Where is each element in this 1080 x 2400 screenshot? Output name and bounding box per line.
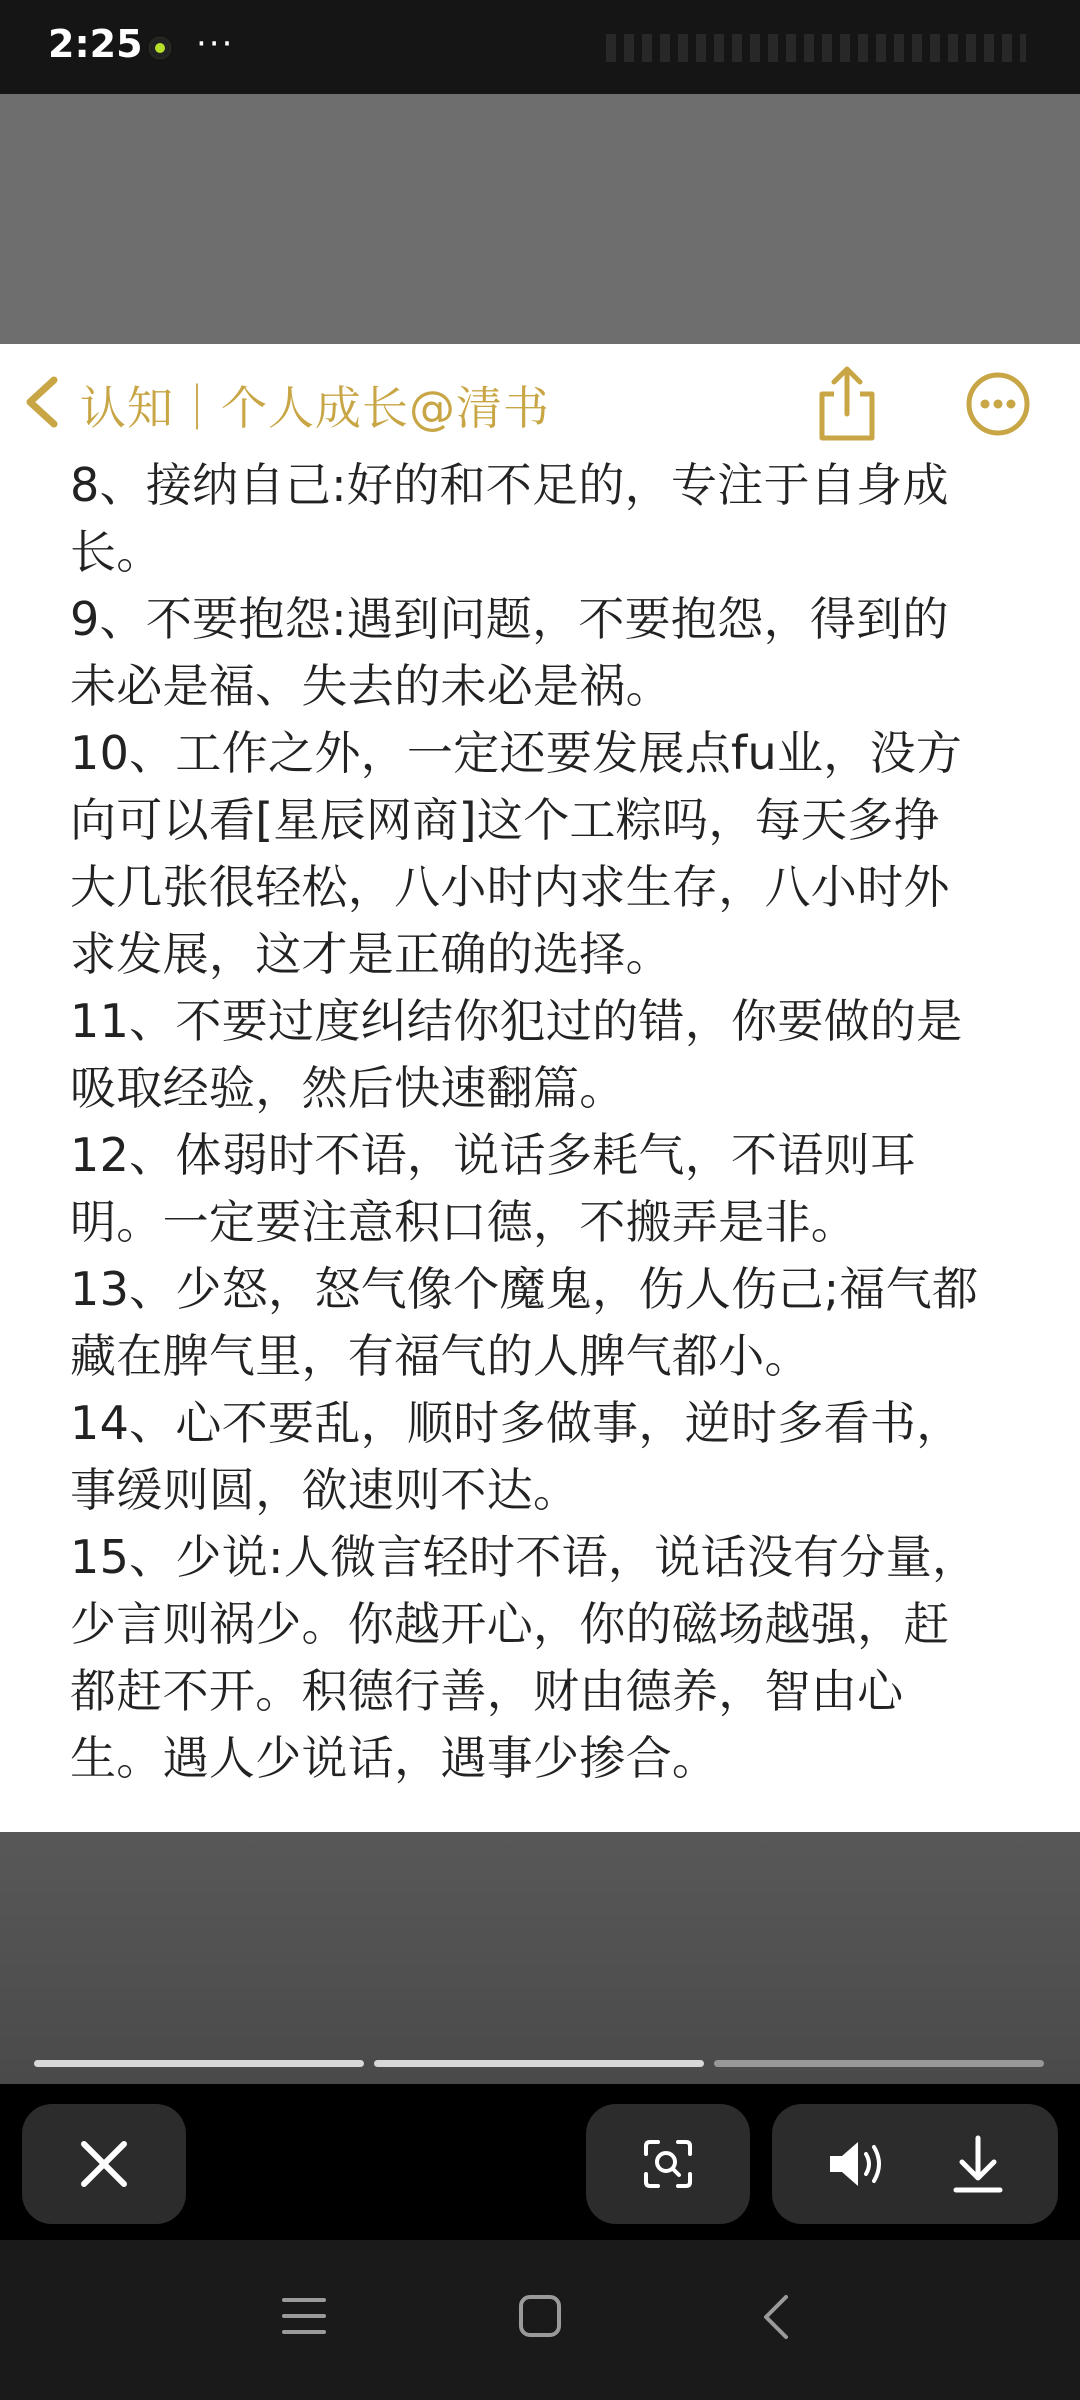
note-line: 11、不要过度纠结你犯过的错，你要做的是 bbox=[70, 994, 963, 1048]
close-button[interactable] bbox=[22, 2104, 186, 2224]
share-icon[interactable] bbox=[812, 364, 882, 444]
note-line: 都赶不开。积德行善，财由德养，智由心 bbox=[70, 1664, 904, 1718]
note-line: 求发展，这才是正确的选择。 bbox=[70, 927, 672, 981]
status-bar bbox=[0, 0, 1080, 94]
scan-button[interactable] bbox=[586, 2104, 750, 2224]
note-line: 大几张很轻松，八小时内求生存，八小时外 bbox=[70, 860, 950, 914]
note-line: 8、接纳自己:好的和不足的，专注于自身成 bbox=[70, 458, 949, 512]
back-chevron-icon[interactable] bbox=[18, 372, 66, 432]
back-icon[interactable] bbox=[758, 2292, 794, 2342]
close-icon bbox=[76, 2136, 132, 2192]
scan-icon bbox=[638, 2134, 698, 2194]
back-label[interactable]: 认知｜个人成长@清书 bbox=[80, 381, 550, 435]
speaker-icon[interactable] bbox=[824, 2134, 890, 2194]
viewer-toolbar bbox=[0, 2084, 1080, 2240]
note-line: 少言则祸少。你越开心，你的磁场越强，赶 bbox=[70, 1597, 950, 1651]
status-icons-blurred bbox=[606, 34, 1026, 62]
viewer-backdrop-top bbox=[0, 94, 1080, 344]
note-line: 14、心不要乱，顺时多做事，逆时多看书， bbox=[70, 1396, 963, 1450]
note-line: 事缓则圆，欲速则不达。 bbox=[70, 1463, 580, 1517]
viewer-backdrop-bottom bbox=[0, 1832, 1080, 2084]
sound-download-group bbox=[772, 2104, 1058, 2224]
note-line: 9、不要抱怨:遇到问题，不要抱怨，得到的 bbox=[70, 592, 949, 646]
note-line: 明。一定要注意积口德，不搬弄是非。 bbox=[70, 1195, 858, 1249]
status-more: ··· bbox=[196, 24, 235, 64]
progress-segment bbox=[34, 2060, 364, 2067]
note-line: 12、体弱时不语，说话多耗气，不语则耳 bbox=[70, 1128, 917, 1182]
note-line: 生。遇人少说话，遇事少掺合。 bbox=[70, 1731, 719, 1785]
status-time: 2:25 bbox=[48, 22, 143, 66]
progress-segment bbox=[714, 2060, 1044, 2067]
note-body bbox=[70, 452, 1030, 1792]
note-line: 向可以看[星辰网商]这个工粽吗，每天多挣 bbox=[70, 793, 940, 847]
home-icon[interactable] bbox=[516, 2292, 564, 2340]
app-indicator-icon bbox=[149, 37, 171, 59]
download-icon[interactable] bbox=[950, 2132, 1006, 2196]
note-line: 未必是福、失去的未必是祸。 bbox=[70, 659, 672, 713]
note-screenshot bbox=[0, 344, 1080, 1832]
menu-icon[interactable] bbox=[280, 2294, 328, 2338]
note-line: 15、少说:人微言轻时不语，说话没有分量， bbox=[70, 1530, 979, 1584]
note-line: 藏在脾气里，有福气的人脾气都小。 bbox=[70, 1329, 811, 1383]
note-line: 13、少怒，怒气像个魔鬼，伤人伤己;福气都 bbox=[70, 1262, 979, 1316]
note-line: 10、工作之外，一定还要发展点fu业，没方 bbox=[70, 726, 963, 780]
note-line: 吸取经验，然后快速翻篇。 bbox=[70, 1061, 626, 1115]
more-options-icon[interactable] bbox=[966, 372, 1030, 436]
note-line: 长。 bbox=[70, 525, 163, 579]
system-nav-bar bbox=[0, 2240, 1080, 2400]
progress-segment bbox=[374, 2060, 704, 2067]
